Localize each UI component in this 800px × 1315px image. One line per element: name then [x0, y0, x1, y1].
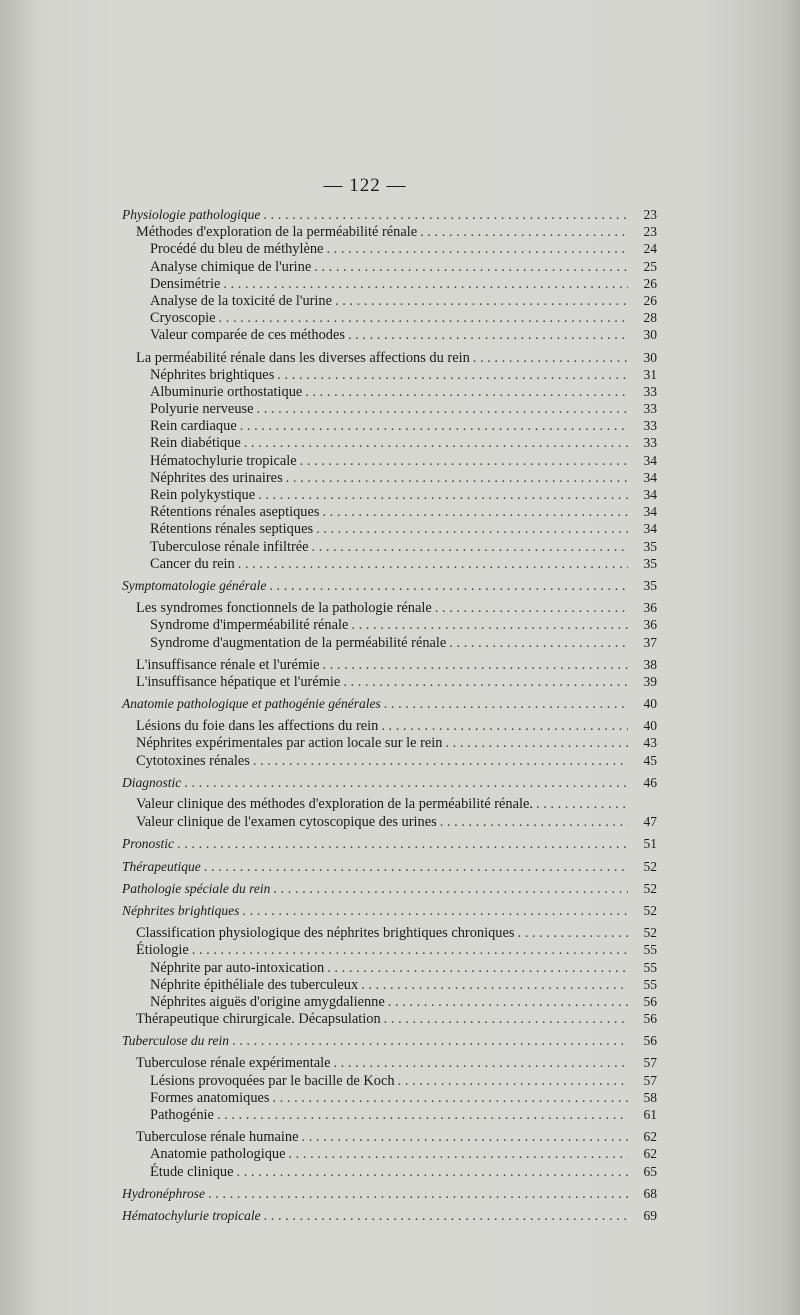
toc-entry-label: Cytotoxines rénales: [136, 752, 250, 769]
dot-leader: [473, 350, 628, 367]
toc-entry-label: Tuberculose rénale infiltrée: [150, 538, 309, 555]
toc-entry-row: [122, 366, 657, 383]
dot-leader: [269, 578, 628, 595]
dot-leader: [258, 487, 628, 504]
toc-entry-label: Rein diabétique: [150, 435, 241, 452]
toc-entry-row: [122, 599, 657, 616]
toc-page-number: 40: [643, 718, 657, 734]
toc-page-number: 56: [643, 1033, 657, 1049]
toc-entry-row: [122, 813, 657, 830]
dot-leader: [343, 674, 628, 691]
dot-leader: [223, 276, 628, 293]
toc-entry-row: [122, 976, 657, 993]
toc-page-number: 35: [643, 555, 657, 571]
toc-entry-row: [122, 616, 657, 633]
toc-page-number: 52: [643, 858, 657, 874]
toc-entry-row: [122, 1145, 657, 1162]
dot-leader: [177, 836, 628, 853]
toc-page-number: 39: [643, 673, 657, 689]
toc-entry-label: Rétentions rénales septiques: [150, 521, 314, 538]
toc-page-number: 37: [643, 634, 657, 650]
toc-entry-row: [122, 223, 657, 240]
dot-leader: [449, 635, 628, 652]
toc-entry-row: [122, 924, 657, 941]
dot-leader: [273, 881, 628, 898]
dot-leader: [302, 1129, 628, 1146]
toc-page-number: 35: [643, 577, 657, 593]
dot-leader: [277, 367, 628, 384]
toc-entry-label: Hématochylurie tropicale: [150, 452, 297, 469]
toc-section-row: [122, 1207, 657, 1224]
toc-entry-label: Procédé du bleu de méthylène: [150, 241, 324, 258]
toc-page-number: 34: [643, 487, 657, 502]
dot-leader: [217, 1107, 628, 1124]
toc-entry-label: Lésions provoquées par le bacille de Koch: [150, 1072, 395, 1089]
toc-page-number: 47: [643, 814, 657, 830]
toc-entry-row: [122, 258, 657, 275]
toc-entry-row: [122, 520, 657, 537]
toc-entry-label: Pathogénie: [150, 1107, 214, 1123]
page-number: — 122 —: [323, 175, 407, 196]
toc-entry-label: Thérapeutique chirurgicale. Décapsulation: [136, 1011, 381, 1028]
toc-page-number: 30: [643, 349, 657, 365]
toc-entry-row: [122, 1089, 657, 1106]
toc-entry-label: Physiologie pathologique: [122, 207, 261, 222]
dot-leader: [204, 859, 628, 876]
toc-entry-label: Analyse chimique de l'urine: [150, 258, 312, 275]
table-of-contents: [122, 206, 657, 1224]
toc-entry-row: [122, 1072, 657, 1089]
toc-page-number: 31: [643, 366, 657, 382]
dot-leader: [263, 207, 628, 224]
toc-section-row: [122, 1185, 657, 1202]
dot-leader: [264, 1208, 628, 1225]
toc-entry-label: Valeur comparée de ces méthodes: [150, 327, 345, 344]
toc-entry-label: Les syndromes fonctionnels de la pathologie rénale: [136, 600, 432, 617]
toc-entry-row: [122, 752, 657, 769]
dot-leader: [300, 453, 628, 470]
toc-page-number: 35: [643, 538, 657, 554]
toc-page-number: 34: [643, 521, 657, 537]
toc-entry-label: Syndrome d'augmentation de la perméabilité rénale: [150, 634, 447, 651]
toc-page-number: 30: [643, 327, 657, 343]
dot-leader: [253, 753, 628, 770]
toc-section-row: [122, 577, 657, 594]
dot-leader: [536, 796, 628, 813]
toc-entry-label: Anatomie pathologique et pathogénie générales: [122, 696, 381, 712]
toc-page-number: 56: [643, 1011, 657, 1027]
toc-page-number: 61: [643, 1107, 657, 1122]
toc-page-number: 51: [643, 836, 657, 852]
dot-leader: [232, 1033, 628, 1050]
toc-entry-label: Valeur clinique de l'examen cytoscopique des urines: [136, 814, 437, 831]
toc-entry-label: Néphrites des urinaires: [150, 469, 283, 486]
toc-entry-label: L'insuffisance hépatique et l'urémie: [136, 673, 341, 690]
toc-entry-label: Analyse de la toxicité de l'urine: [150, 292, 333, 309]
toc-entry-label: Cancer du rein: [150, 555, 235, 572]
dot-leader: [388, 994, 628, 1011]
dot-leader: [288, 1146, 628, 1163]
toc-entry-row: [122, 326, 657, 343]
toc-page-number: 62: [643, 1129, 657, 1145]
dot-leader: [323, 657, 628, 674]
toc-entry-label: Formes anatomiques: [150, 1089, 270, 1106]
dot-leader: [316, 521, 628, 538]
toc-page-number: 52: [643, 925, 657, 941]
toc-entry-row: [122, 734, 657, 751]
toc-page-number: 34: [643, 469, 657, 485]
toc-entry-row: [122, 417, 657, 434]
dot-leader: [361, 977, 628, 994]
dot-leader: [333, 1055, 628, 1072]
toc-entry-label: La perméabilité rénale dans les diverses affections du rein: [136, 349, 470, 366]
dot-leader: [420, 224, 628, 241]
toc-entry-label: Syndrome d'imperméabilité rénale: [150, 617, 349, 634]
dot-leader: [518, 925, 629, 942]
toc-entry-row: [122, 292, 657, 309]
toc-entry-row: [122, 349, 657, 366]
toc-page-number: 57: [643, 1072, 657, 1088]
toc-page-number: 24: [643, 241, 657, 257]
toc-page-number: 62: [643, 1146, 657, 1162]
toc-entry-label: L'insuffisance rénale et l'urémie: [136, 656, 320, 673]
toc-entry-label: Néphrites brightiques: [122, 902, 240, 918]
toc-page-number: 55: [643, 976, 657, 992]
toc-entry-row: [122, 1054, 657, 1071]
toc-page-number: 43: [643, 735, 657, 751]
toc-section-row: [122, 774, 657, 791]
toc-entry-row: [122, 452, 657, 469]
toc-entry-row: [122, 469, 657, 486]
toc-entry-label: Étiologie: [136, 942, 189, 959]
toc-entry-row: [122, 486, 657, 503]
toc-page-number: 28: [643, 310, 657, 326]
dot-leader: [184, 775, 628, 792]
toc-page-number: 33: [643, 401, 657, 417]
toc-page-number: 23: [643, 224, 657, 240]
toc-entry-row: [122, 503, 657, 520]
dot-leader: [440, 814, 628, 831]
toc-page-number: 45: [643, 752, 657, 768]
dot-leader: [314, 259, 628, 276]
toc-entry-row: [122, 1106, 657, 1123]
toc-entry-label: Polyurie nerveuse: [150, 401, 254, 418]
toc-entry-row: [122, 673, 657, 690]
toc-entry-row: [122, 400, 657, 417]
toc-entry-row: [122, 1010, 657, 1027]
toc-page-number: 58: [643, 1089, 657, 1105]
toc-entry-label: Tuberculose du rein: [122, 1033, 229, 1049]
toc-entry-label: Rétentions rénales aseptiques: [150, 504, 320, 521]
toc-entry-label: Néphrites expérimentales par action locale sur le rein: [136, 735, 443, 752]
toc-entry-row: [122, 1128, 657, 1145]
dot-leader: [326, 241, 628, 258]
dot-leader: [351, 617, 628, 634]
toc-page-number: 38: [643, 656, 657, 672]
toc-entry-row: [122, 1163, 657, 1180]
toc-page-number: 36: [643, 600, 657, 616]
toc-page-number: 23: [643, 207, 657, 222]
toc-entry-row: [122, 434, 657, 451]
dot-leader: [327, 960, 628, 977]
toc-entry-label: Néphrite par auto-intoxication: [150, 959, 325, 976]
dot-leader: [192, 942, 628, 959]
toc-entry-row: [122, 941, 657, 958]
toc-page-number: 34: [643, 452, 657, 468]
dot-leader: [208, 1186, 628, 1203]
toc-page-number: 36: [643, 617, 657, 633]
toc-page-number: 40: [643, 696, 657, 712]
toc-entry-label: Rein cardiaque: [150, 418, 237, 435]
toc-section-row: [122, 695, 657, 712]
toc-entry-label: Thérapeutique: [122, 858, 201, 874]
toc-entry-row: [122, 959, 657, 976]
toc-section-row: [122, 880, 657, 897]
dot-leader: [305, 384, 628, 401]
toc-page-number: 25: [643, 258, 657, 274]
toc-entry-label: Néphrites brightiques: [150, 366, 275, 383]
toc-section-row: [122, 902, 657, 919]
toc-section-row: [122, 835, 657, 852]
toc-entry-label: Néphrite épithéliale des tuberculeux: [150, 976, 359, 993]
toc-page-number: 56: [643, 993, 657, 1009]
dot-leader: [398, 1073, 628, 1090]
toc-entry-row: [122, 309, 657, 326]
dot-leader: [322, 504, 628, 521]
toc-page-number: 33: [643, 383, 657, 399]
toc-entry-label: Symptomatologie générale: [122, 577, 267, 593]
toc-entry-row: [122, 634, 657, 651]
dot-leader: [240, 418, 628, 435]
toc-entry-row: [122, 240, 657, 257]
toc-page-number: 68: [643, 1185, 657, 1201]
dot-leader: [384, 1011, 628, 1028]
toc-entry-label: Densimétrie: [150, 275, 221, 292]
dot-leader: [257, 401, 628, 418]
toc-entry-row: [122, 796, 657, 813]
dot-leader: [445, 735, 628, 752]
toc-page-number: 65: [643, 1163, 657, 1179]
dot-leader: [384, 696, 628, 713]
toc-entry-label: Lésions du foie dans les affections du rein: [136, 718, 379, 735]
toc-entry-label: Rein polykystique: [150, 487, 256, 503]
toc-entry-row: [122, 538, 657, 555]
toc-entry-row: [122, 383, 657, 400]
toc-entry-label: Pronostic: [122, 836, 174, 852]
dot-leader: [348, 327, 628, 344]
dot-leader: [381, 718, 628, 735]
toc-entry-row: [122, 555, 657, 572]
dot-leader: [335, 293, 628, 310]
toc-entry-label: Anatomie pathologique: [150, 1146, 286, 1163]
toc-entry-row: [122, 993, 657, 1010]
toc-entry-label: Étude clinique: [150, 1163, 234, 1180]
toc-page-number: 26: [643, 292, 657, 308]
toc-entry-label: Hydronéphrose: [122, 1185, 205, 1201]
toc-page-number: 55: [643, 959, 657, 975]
dot-leader: [244, 435, 628, 452]
toc-entry-row: [122, 656, 657, 673]
toc-entry-label: Classification physiologique des néphrites brightiques chroniques: [136, 925, 515, 942]
dot-leader: [286, 470, 628, 487]
toc-page-number: 33: [643, 435, 657, 451]
toc-entry-label: Albuminurie orthostatique: [150, 383, 303, 400]
dot-leader: [273, 1090, 628, 1107]
toc-page-number: 26: [643, 275, 657, 291]
toc-entry-label: Pathologie spéciale du rein: [122, 880, 271, 896]
toc-entry-row: [122, 275, 657, 292]
toc-entry-row: [122, 717, 657, 734]
toc-page-number: 52: [643, 880, 657, 896]
toc-section-row: [122, 1032, 657, 1049]
toc-page-number: 33: [643, 418, 657, 434]
toc-entry-label: Valeur clinique des méthodes d'exploration de la perméabilité rénale.: [136, 796, 533, 812]
dot-leader: [237, 1164, 628, 1181]
dot-leader: [435, 600, 628, 617]
dot-leader: [312, 539, 628, 556]
toc-page-number: 57: [643, 1055, 657, 1071]
toc-section-row: [122, 858, 657, 875]
toc-page-number: 69: [643, 1207, 657, 1223]
toc-page-number: 46: [643, 774, 657, 790]
toc-entry-label: Tuberculose rénale expérimentale: [136, 1055, 331, 1072]
toc-entry-label: Hématochylurie tropicale: [122, 1207, 261, 1223]
toc-page-number: 52: [643, 902, 657, 918]
toc-section-row: [122, 206, 657, 223]
toc-entry-label: Tuberculose rénale humaine: [136, 1129, 299, 1146]
dot-leader: [219, 310, 628, 327]
toc-entry-label: Cryoscopie: [150, 310, 216, 327]
dot-leader: [238, 556, 628, 573]
toc-entry-label: Diagnostic: [122, 774, 182, 790]
toc-page-number: 55: [643, 942, 657, 958]
dot-leader: [242, 903, 628, 920]
toc-entry-label: Méthodes d'exploration de la perméabilité rénale: [136, 224, 418, 241]
toc-entry-label: Néphrites aiguës d'origine amygdalienne: [150, 993, 385, 1010]
toc-page-number: 34: [643, 504, 657, 520]
